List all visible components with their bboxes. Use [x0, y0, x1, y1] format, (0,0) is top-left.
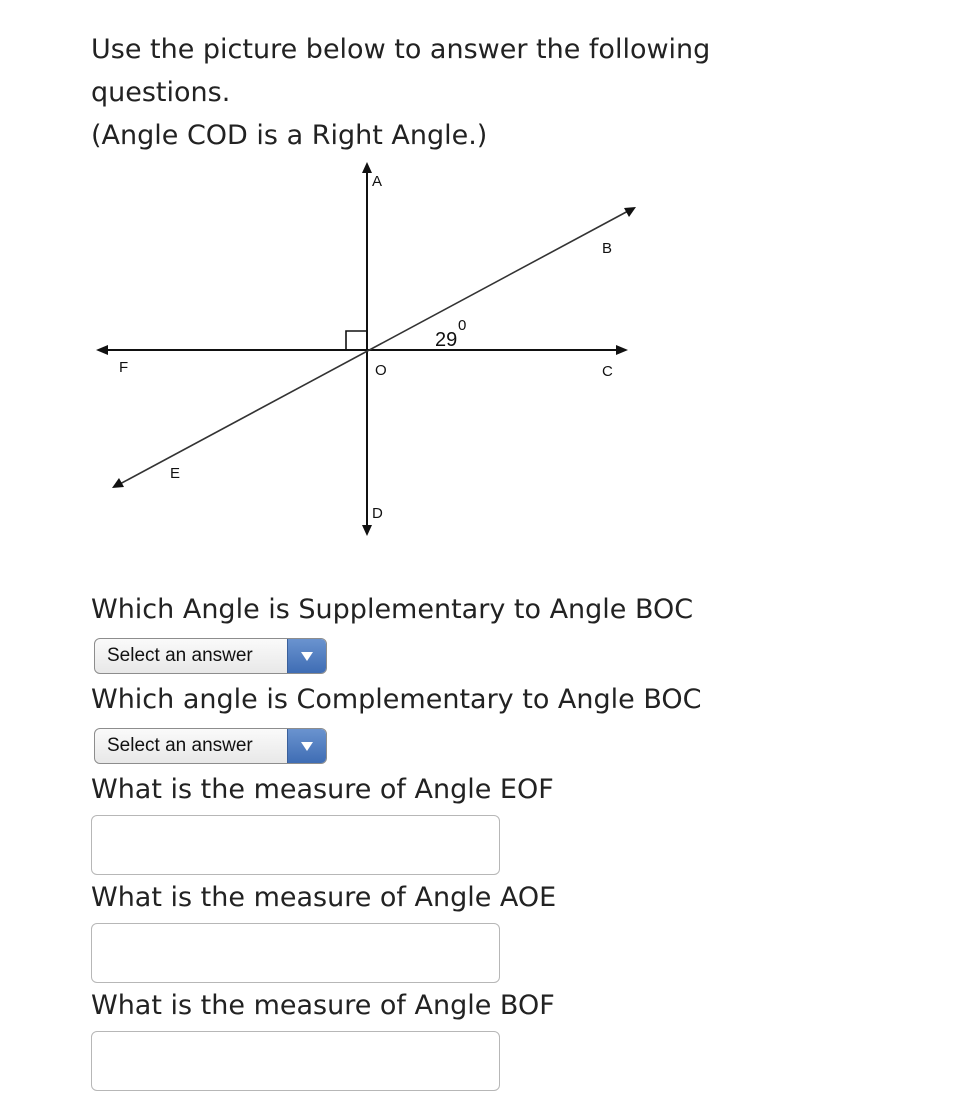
question-2-prompt: Which angle is Complementary to Angle BOC	[91, 684, 702, 715]
question-5-answer-input[interactable]	[91, 1031, 500, 1091]
instructions-line-3: (Angle COD is a Right Angle.)	[91, 120, 488, 151]
label-d: D	[372, 505, 383, 522]
question-4-prompt: What is the measure of Angle AOE	[91, 882, 557, 913]
question-2-select[interactable]	[94, 728, 327, 764]
question-5-prompt: What is the measure of Angle BOF	[91, 990, 555, 1021]
question-1-select-value: Select an answer	[107, 645, 253, 666]
question-4-answer-input[interactable]	[91, 923, 500, 983]
label-o: O	[375, 362, 387, 379]
right-angle-marker	[346, 331, 367, 350]
label-a: A	[372, 173, 383, 190]
angle-boc-measure: 29	[435, 329, 458, 351]
arrowhead-c	[616, 345, 628, 355]
question-1-prompt: Which Angle is Supplementary to Angle BOC	[91, 594, 694, 625]
line-eb	[118, 210, 630, 485]
label-c: C	[602, 363, 613, 380]
question-1-select[interactable]	[94, 638, 327, 674]
question-3-answer-input[interactable]	[91, 815, 500, 875]
label-f: F	[119, 359, 129, 376]
question-3-prompt: What is the measure of Angle EOF	[91, 774, 554, 805]
question-2-select-value: Select an answer	[107, 735, 253, 756]
triangle-down-icon[interactable]	[287, 729, 326, 763]
label-b: B	[602, 240, 613, 257]
angle-diagram	[90, 158, 660, 548]
label-e: E	[170, 465, 181, 482]
arrowhead-a	[362, 162, 372, 173]
arrowhead-f	[96, 345, 108, 355]
angle-diagram-svg	[90, 158, 660, 548]
instructions	[91, 28, 791, 157]
arrowhead-d	[362, 525, 372, 536]
triangle-down-icon[interactable]	[287, 639, 326, 673]
instructions-line-1: Use the picture below to answer the following	[91, 34, 711, 65]
instructions-line-2: questions.	[91, 77, 231, 108]
degree-symbol: 0	[458, 317, 467, 334]
